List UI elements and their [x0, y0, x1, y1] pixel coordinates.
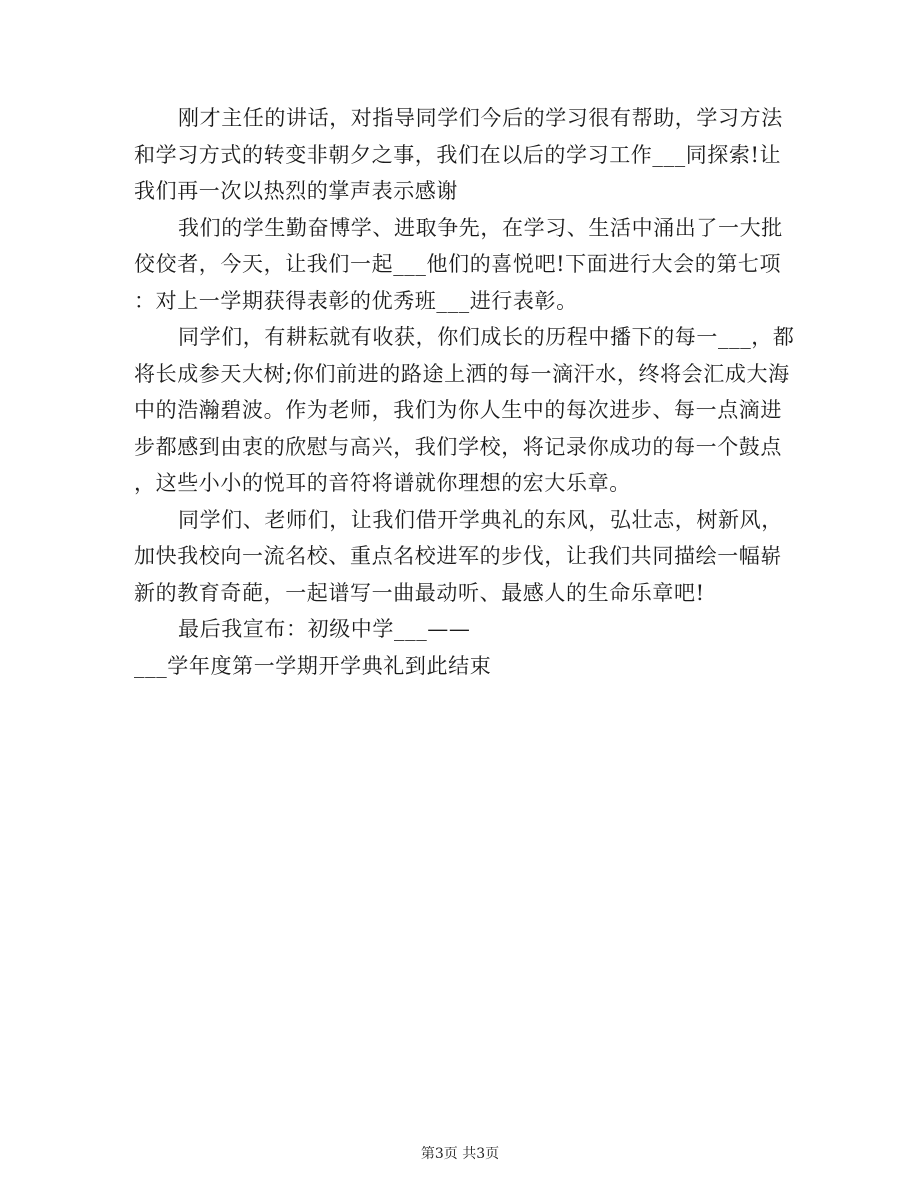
paragraph-2-line-2: 佼佼者，今天，让我们一起___他们的喜悦吧!下面进行大会的第七项 [134, 252, 782, 276]
page-number-footer: 第3页 共3页 [420, 1146, 500, 1162]
paragraph-3-line-1: 同学们，有耕耘就有收获，你们成长的历程中播下的每一___，都 [178, 325, 795, 349]
paragraph-3-line-3: 中的浩瀚碧波。作为老师，我们为你人生中的每次进步、每一点滴进 [134, 398, 782, 422]
paragraph-5-line-1: 最后我宣布：初级中学___—— [178, 617, 471, 641]
paragraph-1-line-1: 刚才主任的讲话，对指导同学们今后的学习很有帮助，学习方法 [178, 106, 783, 130]
paragraph-3-line-5: ，这些小小的悦耳的音符将谱就你理想的宏大乐章。 [134, 471, 631, 495]
paragraph-4-line-2: 加快我校向一流名校、重点名校进军的步伐，让我们共同描绘一幅崭 [134, 544, 782, 568]
paragraph-3-line-2: 将长成参天大树;你们前进的路途上洒的每一滴汗水，终将会汇成大海 [134, 361, 790, 386]
paragraph-1-line-2: 和学习方式的转变非朝夕之事，我们在以后的学习工作___同探索!让 [134, 142, 782, 167]
paragraph-1-line-3: 我们再一次以热烈的掌声表示感谢 [134, 179, 458, 203]
document-body [134, 100, 794, 684]
paragraph-5-line-2: ___学年度第一学期开学典礼到此结束 [134, 653, 492, 678]
paragraph-2-line-1: 我们的学生勤奋博学、进取争先，在学习、生活中涌出了一大批 [178, 215, 783, 240]
paragraph-2-line-3: ：对上一学期获得表彰的优秀班___进行表彰。 [134, 288, 578, 313]
paragraph-3-line-4: 步都感到由衷的欣慰与高兴，我们学校，将记录你成功的每一个鼓点 [134, 434, 782, 459]
paragraph-4-line-3: 新的教育奇葩，一起谱写一曲最动听、最感人的生命乐章吧! [134, 580, 705, 605]
paragraph-4-line-1: 同学们、老师们，让我们借开学典礼的东风，弘壮志，树新风， [178, 507, 783, 532]
